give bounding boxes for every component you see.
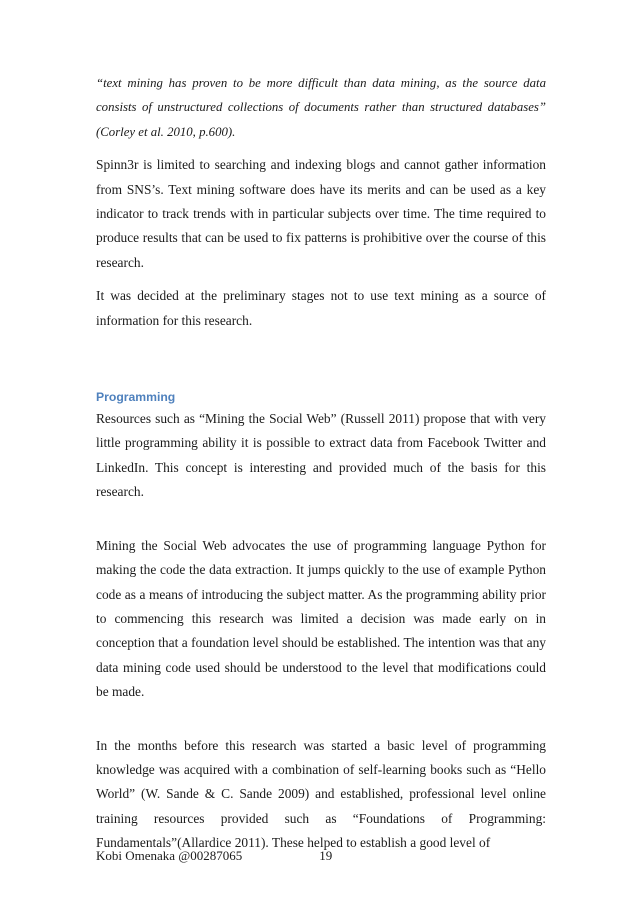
page-body (96, 71, 546, 865)
page-footer (96, 847, 332, 865)
footer-page-number: 19 (319, 848, 333, 863)
section-heading-programming: Programming (96, 390, 176, 405)
paragraph-spinn3r: Spinn3r is limited to searching and indexing blogs and cannot gather information from SNS’s. Text mining software does have its merits and can be used as a key indicator to track trends with in particular subjects over time. The time required to produce results that can be used to fix patterns is prohibitive over the course of this research. (96, 157, 546, 270)
footer-author: Kobi Omenaka @00287065 (96, 848, 243, 863)
paragraph-mining-social-web: Mining the Social Web advocates the use of programming language Python for making the code the data extraction. It jumps quickly to the use of example Python code as a means of introducing the subject matter. As the programming ability prior to commencing this research was limited a decision was made early on in conception that a foundation level should be established. The intention was that any data mining code used should be understood to the level that modifications could be made. (96, 537, 546, 700)
block-quote: “text mining has proven to be more difficult than data mining, as the source data consists of unstructured collections of documents rather than structured databases” (Corley et al. 2010, p.600). (96, 76, 546, 139)
paragraph-months-before: In the months before this research was started a basic level of programming knowledge was acquired with a combination of self-learning books such as “Hello World” (W. Sande & C. Sande 2009) and established, professional level online training resources provided such as “Foundations of Programming: Fundamentals”(Allardice 2011). These helped to establish a good level of (96, 737, 546, 851)
paragraph-resources: Resources such as “Mining the Social Web” (Russell 2011) propose that with very little programming ability it is possible to extract data from Facebook Twitter and LinkedIn. This concept is interesting and provided much of the basis for this research. (96, 411, 546, 500)
paragraph-decision: It was decided at the preliminary stages not to use text mining as a source of information for this research. (96, 288, 546, 328)
